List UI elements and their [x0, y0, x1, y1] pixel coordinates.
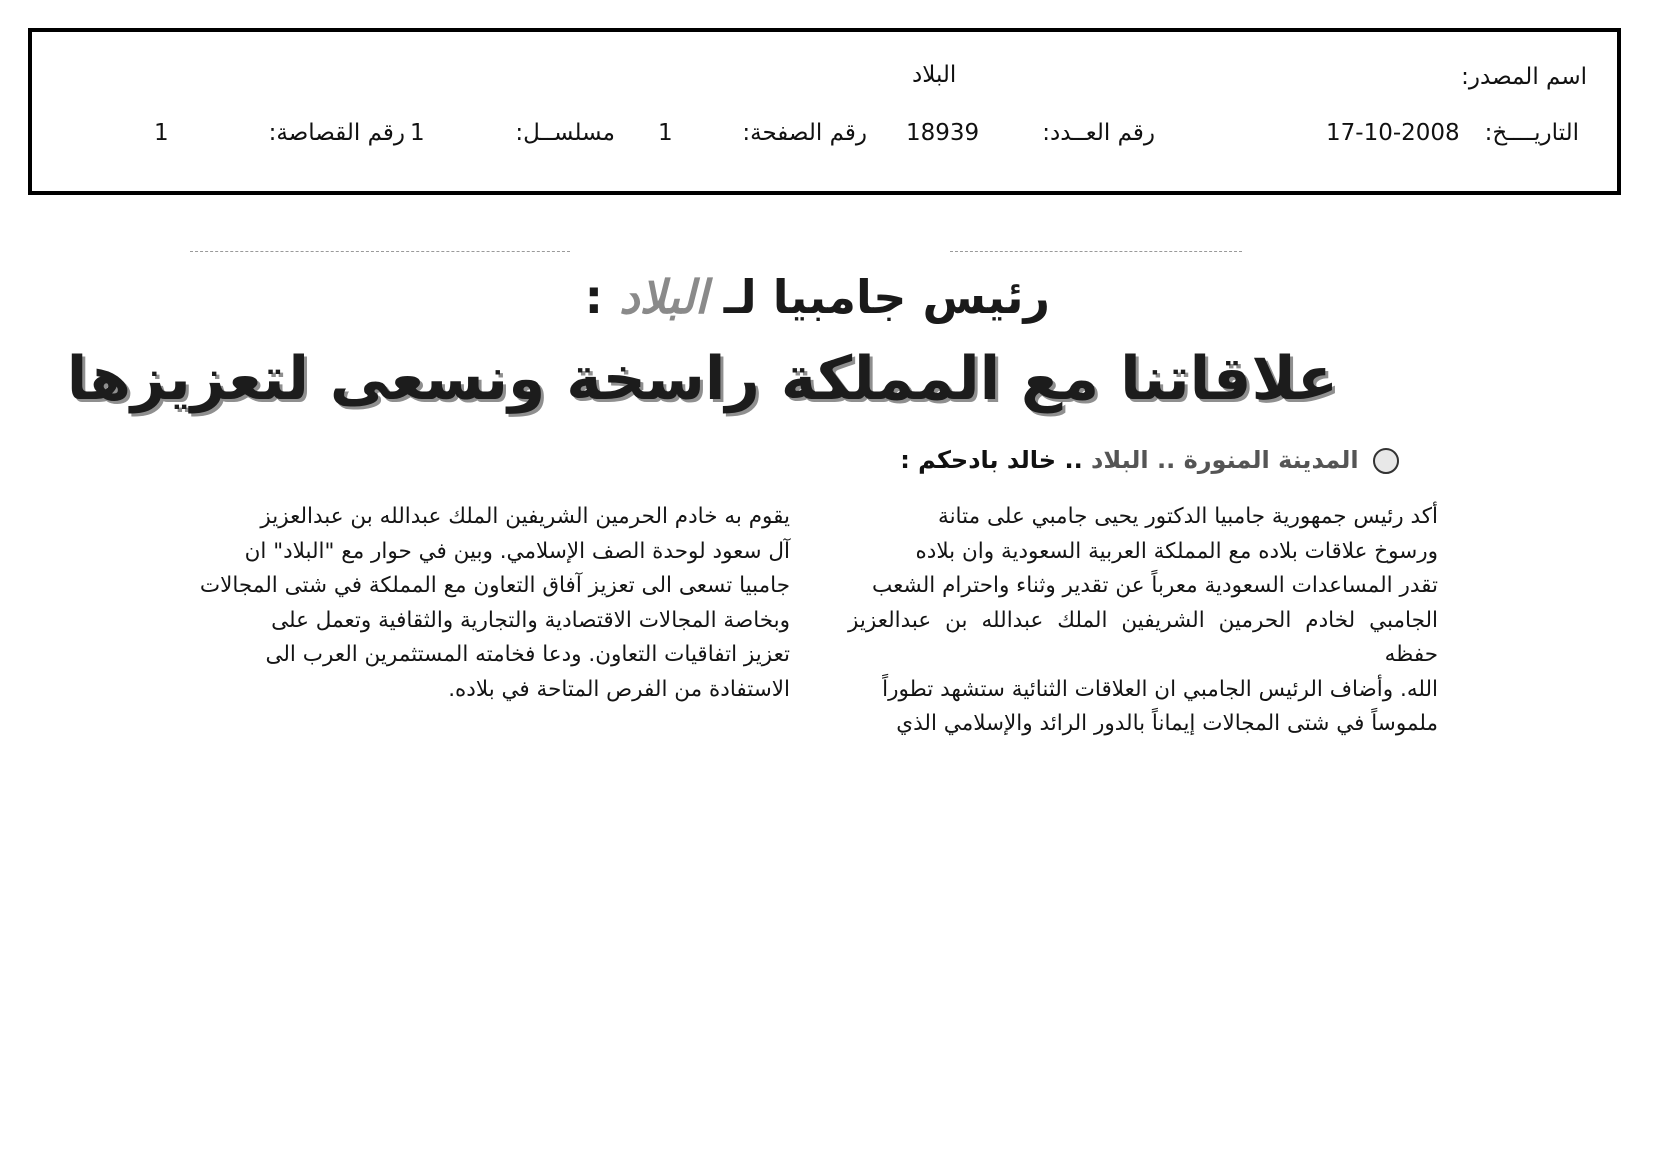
article-headline: علاقاتنا مع المملكة راسخة ونسعى لتعزيزها [66, 344, 1338, 414]
clipping-metadata-box [28, 28, 1621, 195]
article-line: أكد رئيس جمهورية جامبيا الدكتور يحيى جامبي على متانة [938, 504, 1438, 529]
article-kicker [585, 270, 1050, 324]
byline-bullet-icon [1373, 448, 1399, 474]
byline-author: .. خالد بادحكم : [900, 446, 1083, 474]
source-label: اسم المصدر: [1461, 64, 1587, 90]
article-byline [900, 446, 1399, 474]
article-line: يقوم به خادم الحرمين الشريفين الملك عبدالله بن عبدالعزيز [260, 504, 790, 529]
source-value: البلاد [912, 62, 957, 88]
kicker-suffix: : [584, 270, 604, 324]
article-line: آل سعود لوحدة الصف الإسلامي. وبين في حوار مع "البلاد" ان [244, 538, 790, 564]
article-line: جامبيا تسعى الى تعزيز آفاق التعاون مع المملكة في شتى المجالات [199, 573, 790, 598]
kicker-paper-logo: البلاد [619, 270, 708, 324]
article-line: الله. وأضاف الرئيس الجامبي ان العلاقات الثنائية ستشهد تطوراً [882, 676, 1438, 702]
article-line: ملموساً في شتى المجالات إيماناً بالدور الرائد والإسلامي الذي [896, 711, 1438, 736]
date-value: 17-10-2008 [1326, 120, 1460, 146]
kicker-prefix: رئيس جامبيا لـ [723, 270, 1050, 324]
issue-label: رقم العــدد: [1042, 120, 1155, 146]
top-rule-left [190, 251, 570, 252]
article-line: تعزيز اتفاقيات التعاون. ودعا فخامته المستثمرين العرب الى [265, 642, 790, 667]
top-rule-right [950, 251, 1242, 252]
page-label: رقم الصفحة: [742, 120, 867, 146]
date-label: التاريــــخ: [1484, 120, 1579, 146]
article-line: الاستفادة من الفرص المتاحة في بلاده. [448, 676, 790, 702]
article-column-1 [848, 500, 1438, 742]
clip-label: رقم القصاصة: [268, 120, 405, 146]
serial-value: 1 [410, 120, 425, 146]
article-column-2 [190, 500, 790, 707]
clip-value: 1 [154, 120, 169, 146]
issue-value: 18939 [906, 120, 980, 146]
article-line: تقدر المساعدات السعودية معرباً عن تقدير وثناء واحترام الشعب [872, 573, 1438, 598]
byline-place: المدينة المنورة .. البلاد [1091, 446, 1359, 474]
page-value: 1 [658, 120, 673, 146]
article-line: الجامبي لخادم الحرمين الشريفين الملك عبدالله بن عبدالعزيز حفظه [848, 607, 1438, 667]
article-line: ورسوخ علاقات بلاده مع المملكة العربية السعودية وان بلاده [915, 538, 1438, 564]
article-line: وبخاصة المجالات الاقتصادية والتجارية والثقافية وتعمل على [271, 607, 790, 633]
serial-label: مسلســل: [515, 120, 615, 146]
